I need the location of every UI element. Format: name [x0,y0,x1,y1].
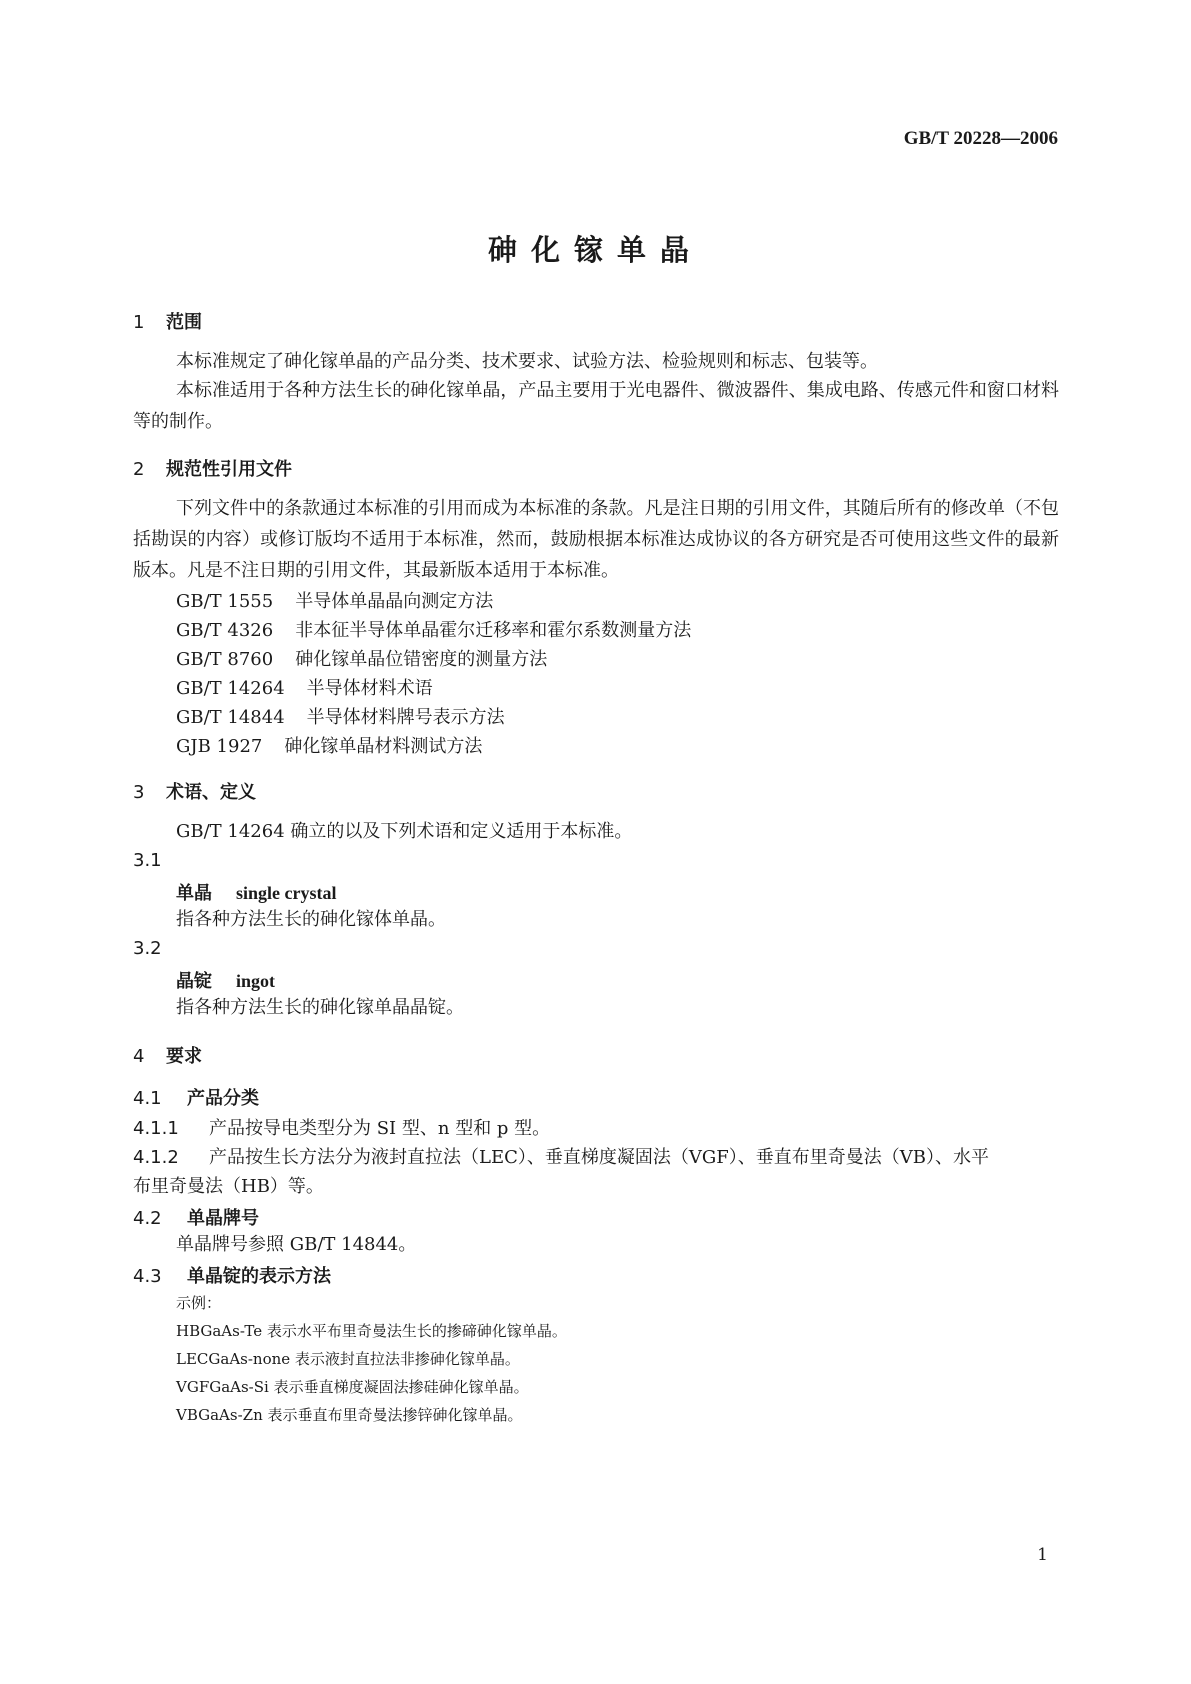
clause-4-1-2 [133,1142,989,1173]
section-4-3-heading [133,1262,331,1288]
term-number-label: 3.1 [133,850,162,871]
clause-4-1-1 [133,1113,550,1144]
page-number: 1 [1037,1545,1048,1565]
reference-title: 半导体单晶晶向测定方法 [295,591,494,612]
example-item: VGFGaAs-Si 表示垂直梯度凝固法掺硅砷化镓单晶。 [176,1378,529,1396]
section-4-1-heading [133,1084,259,1110]
section-title: 单晶牌号 [187,1208,259,1229]
term-zh: 单晶 [176,883,212,904]
scope-paragraph-2: 本标准适用于各种方法生长的砷化镓单晶，产品主要用于光电器件、微波器件、集成电路、传感元件和窗口材料等的制作。 [133,380,1059,432]
section-3-heading [133,778,256,804]
reference-code: GB/T 4326 [176,620,274,641]
reference-code: GB/T 1555 [176,591,274,612]
section-1-heading [133,308,202,334]
section-title: 要求 [166,1046,202,1067]
section-4-2-heading [133,1204,259,1230]
terms-intro: GB/T 14264 确立的以及下列术语和定义适用于本标准。 [176,821,633,842]
section-title: 产品分类 [187,1088,259,1109]
reference-code: GB/T 14844 [176,707,285,728]
term-definition: 指各种方法生长的砷化镓体单晶。 [176,909,446,930]
example-item: HBGaAs-Te 表示水平布里奇曼法生长的掺碲砷化镓单晶。 [176,1322,567,1340]
term-number [133,938,209,959]
reference-title: 半导体材料牌号表示方法 [306,707,505,728]
reference-item [176,732,482,758]
term-number-label: 3.2 [133,938,162,959]
grade-text: 单晶牌号参照 GB/T 14844。 [176,1234,417,1255]
reference-item [176,616,691,642]
clause-text: 产品按导电类型分为 SI 型、n 型和 p 型。 [209,1118,551,1139]
reference-code: GB/T 14264 [176,678,285,699]
reference-code: GB/T 8760 [176,649,274,670]
reference-title: 砷化镓单晶材料测试方法 [284,736,483,757]
scope-paragraph-1: 本标准规定了砷化镓单晶的产品分类、技术要求、试验方法、检验规则和标志、包装等。 [176,351,878,372]
standard-number: GB/T 20228—2006 [903,128,1058,149]
reference-code: GJB 1927 [176,736,263,757]
term-number [133,850,209,871]
section-number: 2 [133,459,145,480]
clause-number: 4.1.1 [133,1118,179,1139]
section-4-heading [133,1042,202,1068]
reference-item [176,645,547,671]
document-title: 砷化镓单晶 [487,233,703,267]
clause-number: 4.1.2 [133,1147,179,1168]
section-2-heading [133,455,292,481]
section-number: 4.3 [133,1266,162,1287]
clause-text: 产品按生长方法分为液封直拉法（LEC）、垂直梯度凝固法（VGF）、垂直布里奇曼法（VB）、水平 [209,1147,989,1168]
reference-item [176,674,433,700]
example-item: LECGaAs-none 表示液封直拉法非掺砷化镓单晶。 [176,1350,520,1368]
term-en: ingot [236,971,276,991]
section-number: 3 [133,782,145,803]
section-title: 范围 [166,312,202,333]
reference-title: 砷化镓单晶位错密度的测量方法 [295,649,548,670]
reference-title: 非本征半导体单晶霍尔迁移率和霍尔系数测量方法 [295,620,692,641]
section-number: 1 [133,312,145,333]
section-title: 术语、定义 [166,782,256,803]
section-title: 单晶锭的表示方法 [187,1266,331,1287]
section-number: 4.1 [133,1088,162,1109]
term-heading [176,967,275,993]
clause-4-1-2-continued: 布里奇曼法（HB）等。 [133,1176,324,1197]
section-number: 4 [133,1046,145,1067]
reference-item [176,703,505,729]
references-intro: 下列文件中的条款通过本标准的引用而成为本标准的条款。凡是注日期的引用文件，其随后所有的修改单（不包括勘误的内容）或修订版均不适用于本标准，然而，鼓励根据本标准达成协议的各方研究是否可使用这些文件的最新版本。凡是不注日期的引用文件，其最新版本适用于本标准。 [133,498,1059,581]
term-en: single crystal [236,883,337,903]
term-zh: 晶锭 [176,971,212,992]
term-heading [176,879,337,905]
reference-title: 半导体材料术语 [306,678,433,699]
example-item: VBGaAs-Zn 表示垂直布里奇曼法掺锌砷化镓单晶。 [176,1406,523,1424]
term-definition: 指各种方法生长的砷化镓单晶晶锭。 [176,997,464,1018]
section-number: 4.2 [133,1208,162,1229]
example-label: 示例： [176,1294,222,1312]
section-title: 规范性引用文件 [166,459,292,480]
reference-item [176,587,493,613]
